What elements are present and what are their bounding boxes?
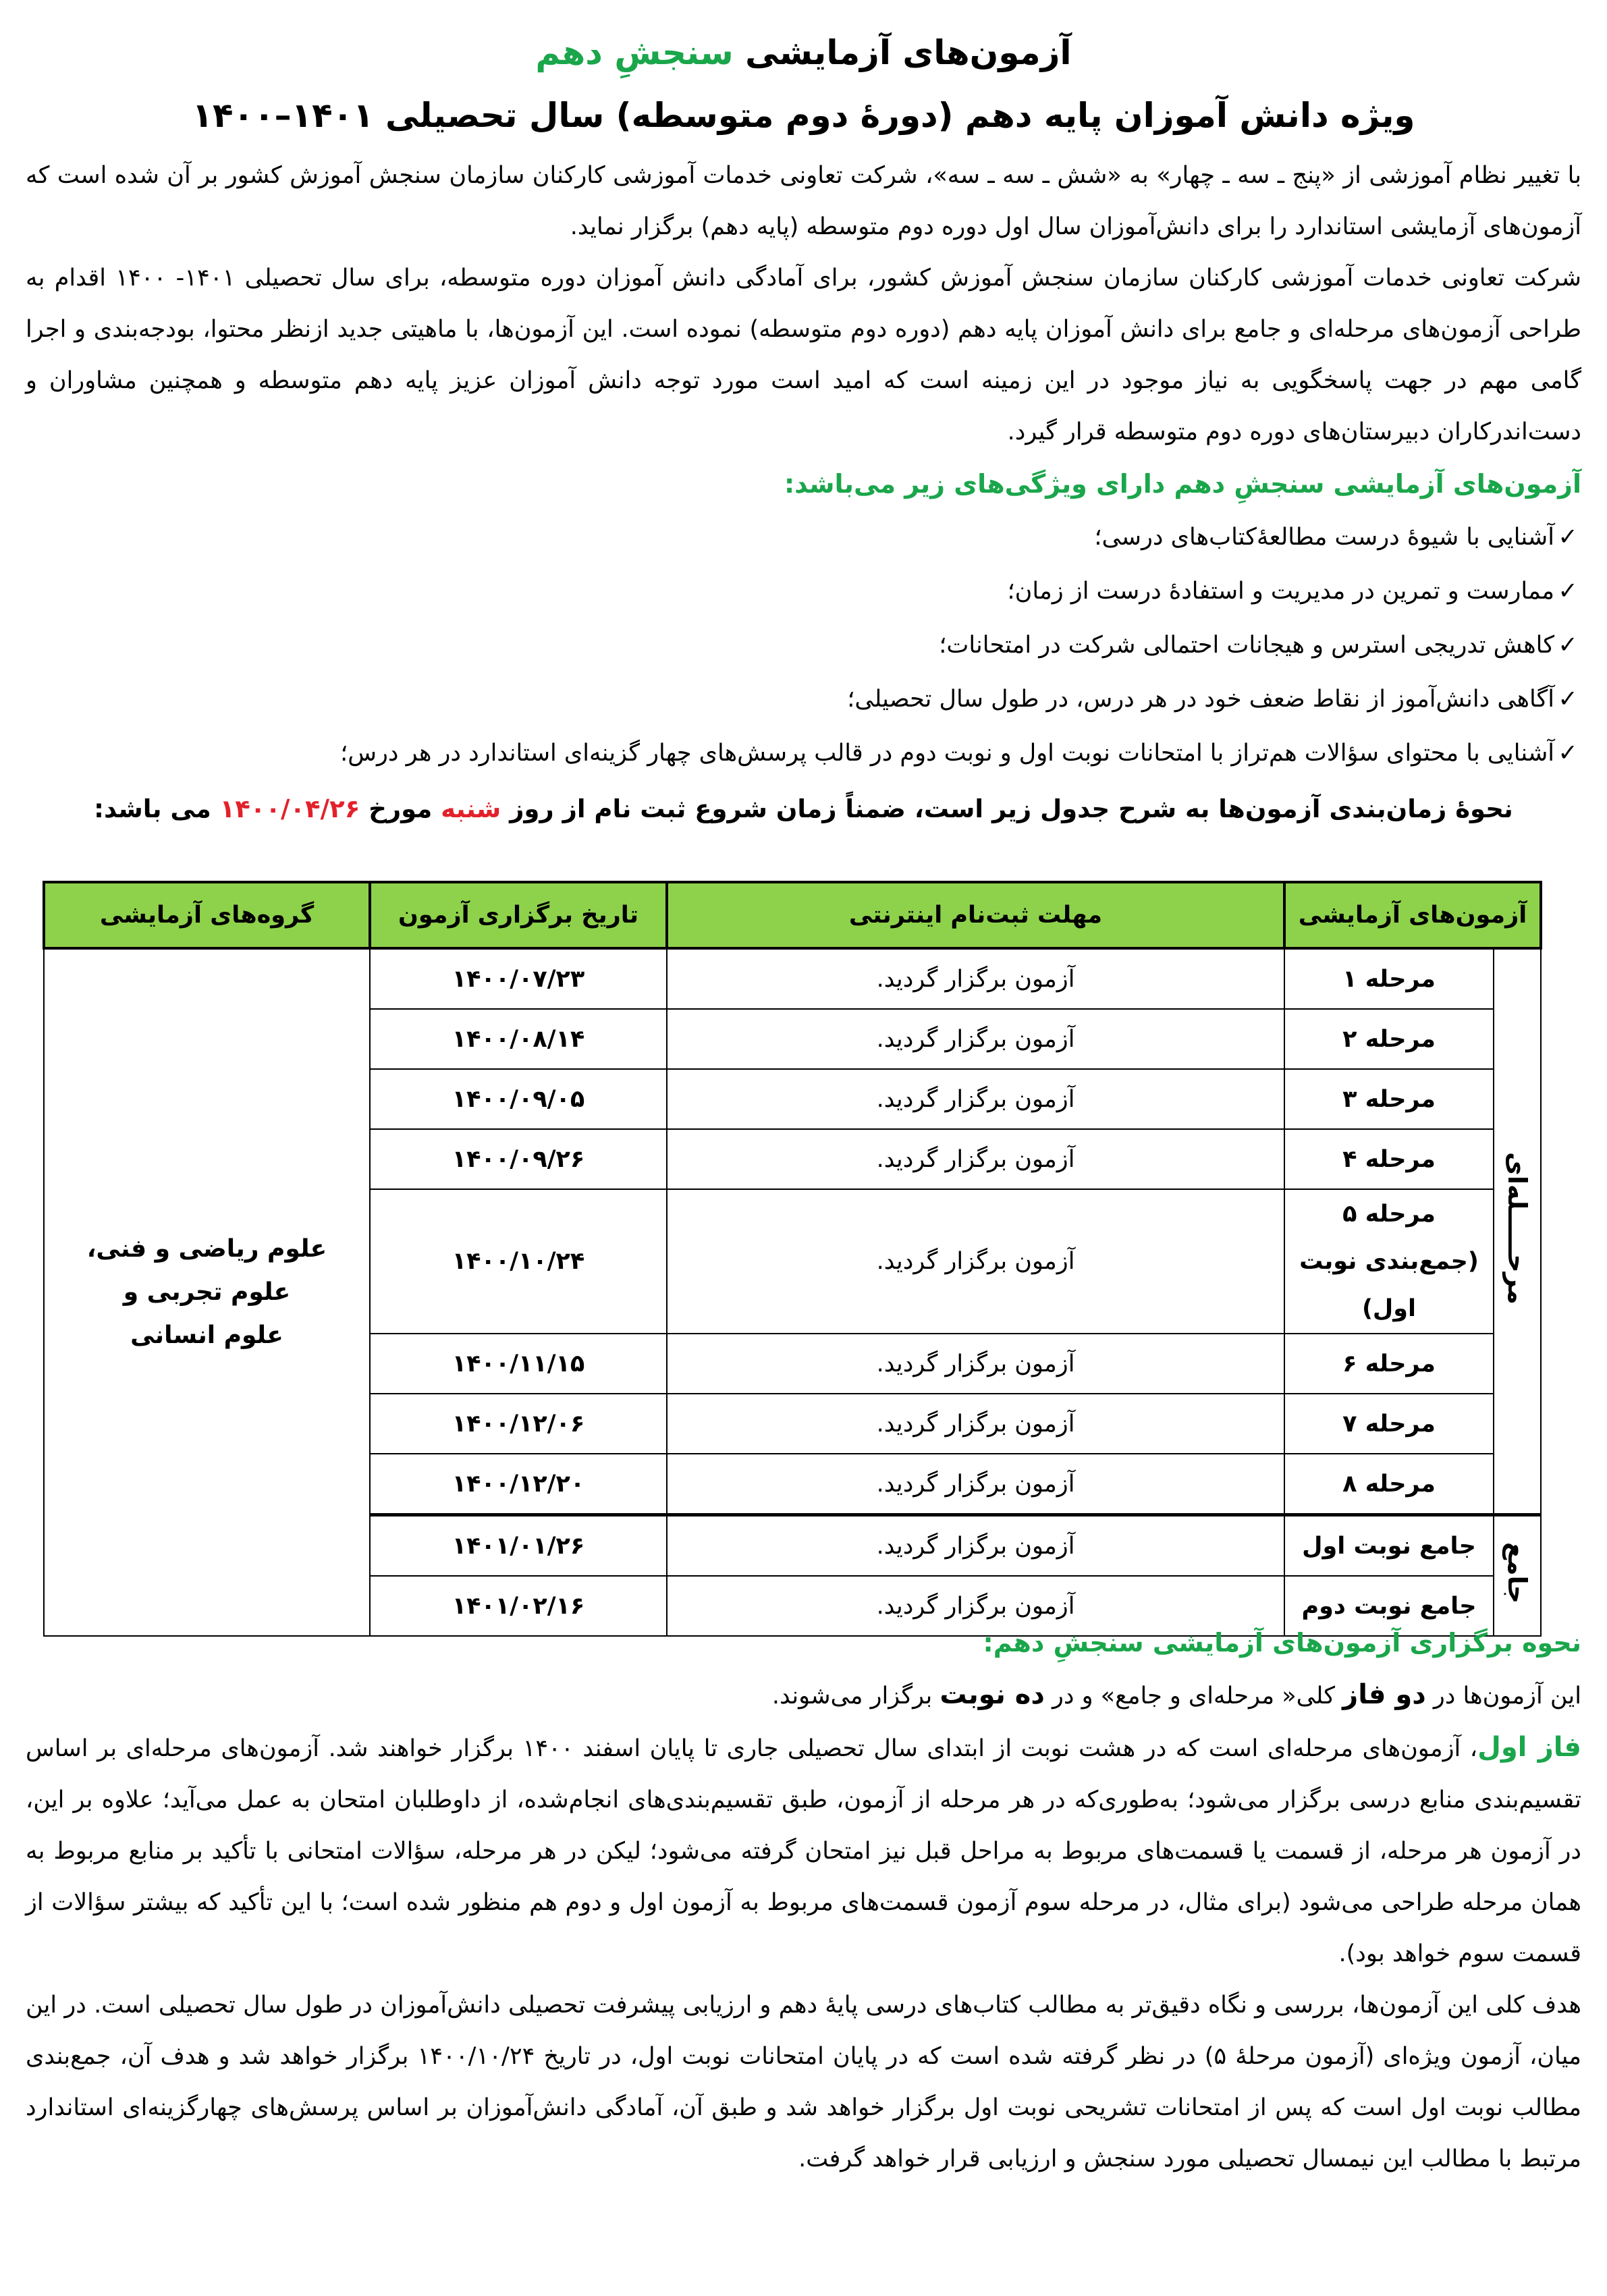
feature-item: ✓آشنایی با شیوهٔ درست مطالعهٔ‌کتاب‌های درسی؛ (26, 510, 1581, 564)
groups-cell: علوم ریاضی و فنی، علوم تجربی و علوم انسانی (44, 948, 370, 1636)
header-date: تاریخ برگزاری آزمون (370, 882, 667, 948)
stage-cell: مرحله ۱ (1284, 948, 1494, 1009)
date-cell: ۱۴۰۰/۰۸/۱۴ (370, 1009, 667, 1069)
date-cell: ۱۴۰۰/۱۲/۰۶ (370, 1394, 667, 1454)
stage-cell: جامع نوبت اول (1284, 1515, 1494, 1577)
main-title-prefix: آزمون‌های آزمایشی (733, 33, 1072, 72)
deadline-cell: آزمون برگزار گردید. (667, 1515, 1284, 1577)
table-row (44, 948, 1541, 1009)
check-icon: ✓ (1558, 632, 1578, 659)
date-cell: ۱۴۰۰/۱۱/۱۵ (370, 1334, 667, 1394)
final-group-label: جامع (1494, 1515, 1541, 1637)
stage-cell: مرحله ۳ (1284, 1069, 1494, 1129)
main-subtitle: ویژه دانش آموزان پایه دهم (دورهٔ دوم متوسطه) سال تحصیلی ۱۴۰۱–۱۴۰۰ (192, 96, 1415, 135)
intro-paragraph-2: شرکت تعاونی خدمات آموزشی کارکنان سازمان سنجش آموزش کشور، برای آمادگی دانش آموزان دوره متوسطه، برای سال تحصیلی ۱۴۰۱- ۱۴۰۰ اقدام به طراحی آزمون‌های مرحله‌ای و جامع برای دانش آموزان پایه دهم (دوره دوم متوسطه) نموده است. این آزمون‌ها، با ماهیتی جدید ازنظر محتوا، بودجه‌بندی و اجرا گامی مهم در جهت پاسخگویی به نیاز موجود در این زمینه است که امید است مورد توجه دانش آموزان عزیز پایه دهم متوسطه و همچنین مشاوران و دست‌اندرکاران دبیرستان‌های دوره دوم متوسطه قرار گیرد. (26, 265, 1581, 445)
date-cell: ۱۴۰۰/۰۹/۰۵ (370, 1069, 667, 1129)
date-cell: ۱۴۰۰/۰۹/۲۶ (370, 1129, 667, 1189)
date-cell: ۱۴۰۰/۱۲/۲۰ (370, 1454, 667, 1515)
feature-item: ✓آگاهی دانش‌آموز از نقاط ضعف خود در هر درس، در طول سال تحصیلی؛ (26, 672, 1581, 726)
features-heading: آزمون‌های آزمایشی سنجشِ دهم دارای ویژگی‌های زیر می‌باشد: (784, 469, 1581, 499)
main-title-highlight: سنجشِ دهم (535, 33, 734, 72)
date-cell: ۱۴۰۱/۰۱/۲۶ (370, 1515, 667, 1577)
stage-cell: مرحله ۵ (جمع‌بندی نوبت اول) (1284, 1189, 1494, 1334)
feature-item: ✓کاهش تدریجی استرس و هیجانات احتمالی شرکت در امتحانات؛ (26, 618, 1581, 672)
stage-cell: مرحله ۶ (1284, 1334, 1494, 1394)
schedule-table (43, 881, 1542, 1637)
deadline-cell: آزمون برگزار گردید. (667, 1576, 1284, 1636)
header-deadline: مهلت ثبت‌نام اینترنتی (667, 882, 1284, 948)
date-cell: ۱۴۰۰/۰۷/۲۳ (370, 948, 667, 1009)
feature-item: ✓آشنایی با محتوای سؤالات هم‌تراز با امتحانات نوبت اول و نوبت دوم در قالب پرسش‌های چهار گزینه‌ای استاندارد در هر درس؛ (26, 726, 1581, 780)
table-header-row (44, 882, 1541, 948)
phase1-paragraph: فاز اول، آزمون‌های مرحله‌ای است که در هشت نوبت از ابتدای سال تحصیلی جاری تا پایان اسفند ۱۴۰۰ برگزار خواهند شد. آزمون‌های مرحله‌ای بر اساس تقسیم‌بندی منابع درسی برگزار می‌شود؛ به‌طوری‌که در هر مرحله از آزمون، طبق تقسیم‌بندی‌های انجام‌شده، از داوطلبان امتحان به عمل می‌آید؛ علاوه بر این، در آزمون هر مرحله، از قسمت یا قسمت‌های مربوط به مراحل قبل نیز امتحان گرفته می‌شود؛ لیکن در هر مرحله، سؤالات امتحانی با تأکید بر منابع مربوط به همان مرحله طراحی می‌شود (برای مثال، در مرحله سوم آزمون قسمت‌های مربوط به آزمون اول و دوم هم منظور شده است؛ با این تأکید که بیشتر سؤالات از قسمت سوم خواهد بود). (26, 1732, 1581, 1967)
stage-group-label: مرحـــــله‌ای (1494, 948, 1541, 1515)
check-icon: ✓ (1558, 740, 1578, 767)
stage-cell: مرحله ۸ (1284, 1454, 1494, 1515)
conduct-heading: نحوه برگزاری آزمون‌های آزمایشی سنجشِ دهم: (983, 1628, 1581, 1658)
intro-paragraph-1: با تغییر نظام آموزشی از «پنج ـ سه ـ چهار» به «شش ـ سه ـ سه»، شرکت تعاونی خدمات آموزشی کارکنان سازمان سنجش آموزش کشور بر آن شده است که آزمون‌های آزمایشی استاندارد را برای دانش‌آموزان سال اول دوره دوم متوسطه (پایه دهم) برگزار نماید. (26, 162, 1581, 240)
date-cell: ۱۴۰۰/۱۰/۲۴ (370, 1189, 667, 1334)
deadline-cell: آزمون برگزار گردید. (667, 1129, 1284, 1189)
features-list (26, 510, 1581, 780)
main-title (26, 27, 1581, 78)
phase1-label: فاز اول (1477, 1732, 1581, 1763)
header-groups: گروه‌های آزمایشی (44, 882, 370, 948)
start-day: شنبه (441, 794, 501, 823)
conduct-section (26, 1616, 1581, 2185)
stage-cell: جامع نوبت دوم (1284, 1576, 1494, 1636)
stage-cell: مرحله ۷ (1284, 1394, 1494, 1454)
deadline-cell: آزمون برگزار گردید. (667, 1394, 1284, 1454)
stage-cell: مرحله ۴ (1284, 1129, 1494, 1189)
schedule-intro: نحوهٔ زمان‌بندی آزمون‌ها به شرح جدول زیر است، ضمناً زمان شروع ثبت نام از روز شنبه مورخ ۱۴۰۰/۰۴/۲۶ می باشد: (94, 794, 1513, 823)
date-cell: ۱۴۰۱/۰۲/۱۶ (370, 1576, 667, 1636)
check-icon: ✓ (1558, 686, 1578, 713)
deadline-cell: آزمون برگزار گردید. (667, 1189, 1284, 1334)
stage-cell: مرحله ۲ (1284, 1009, 1494, 1069)
deadline-cell: آزمون برگزار گردید. (667, 1334, 1284, 1394)
check-icon: ✓ (1558, 524, 1578, 551)
start-date: ۱۴۰۰/۰۴/۲۶ (219, 794, 360, 823)
header-exams: آزمون‌های آزمایشی (1284, 882, 1541, 948)
deadline-cell: آزمون برگزار گردید. (667, 1069, 1284, 1129)
goal-paragraph: هدف کلی این آزمون‌ها، بررسی و نگاه دقیق‌تر به مطالب کتاب‌های درسی پایهٔ دهم و ارزیابی پیشرفت تحصیلی دانش‌آموزان در طول سال تحصیلی است. در این میان، آزمون ویژه‌ای (آزمون مرحلهٔ ۵) در نظر گرفته شده است که در پایان امتحانات نوبت اول، در تاریخ ۱۴۰۰/۱۰/۲۴ برگزار خواهد شد و هدف آن، جمع‌بندی مطالب نوبت اول است که پس از امتحانات تشریحی نوبت اول برگزار خواهد شد و طبق آن، آمادگی دانش‌آموزان بر اساس پرسش‌های چهارگزینه‌ای استاندارد مرتبط با مطالب این نیمسال تحصیلی مورد سنجش و ارزیابی قرار خواهد گرفت. (26, 1992, 1582, 2172)
deadline-cell: آزمون برگزار گردید. (667, 948, 1284, 1009)
deadline-cell: آزمون برگزار گردید. (667, 1009, 1284, 1069)
feature-item: ✓ممارست و تمرین در مدیریت و استفادهٔ درست از زمان؛ (26, 564, 1581, 618)
page (26, 0, 1581, 2296)
conduct-summary: این آزمون‌ها در دو فاز کلی« مرحله‌ای و جامع» و در ده نوبت برگزار می‌شوند. (771, 1679, 1581, 1710)
check-icon: ✓ (1558, 578, 1578, 605)
deadline-cell: آزمون برگزار گردید. (667, 1454, 1284, 1515)
